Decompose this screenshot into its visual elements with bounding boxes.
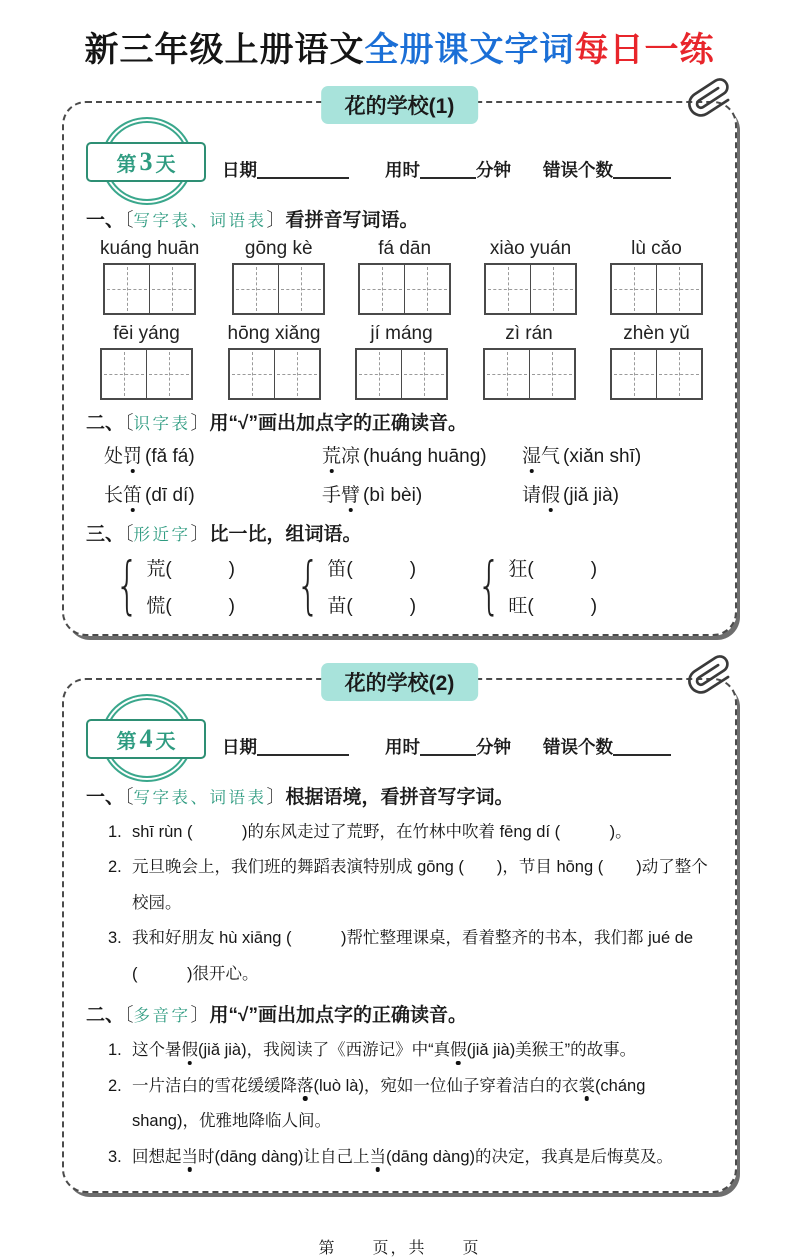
title-part-red: 每日一练	[574, 32, 715, 69]
pinyin-group	[610, 323, 703, 400]
pinyin-options: (huáng huāng)	[363, 446, 487, 467]
pinyin-group	[358, 238, 451, 315]
pinyin-group	[610, 238, 703, 315]
reading-word	[522, 480, 713, 507]
bracket-open: 〔	[124, 1005, 134, 1027]
curly-brace-icon: {	[115, 549, 140, 622]
errors-label: 错误个数	[543, 160, 613, 180]
date-blank	[257, 737, 349, 756]
errors-blank	[613, 737, 671, 756]
bracket-open: 〔	[124, 413, 134, 434]
tianzige-cell	[230, 350, 274, 398]
section-number: 二、	[86, 1005, 125, 1027]
section-tag: 多音字	[133, 1007, 191, 1026]
time-blank	[420, 737, 476, 756]
page-title	[62, 22, 737, 71]
dotted-char: 臂	[341, 485, 361, 506]
word-char: 长	[104, 485, 124, 506]
pinyin-label: gōng kè	[244, 238, 313, 259]
word-char: 凉	[341, 446, 361, 467]
reading-word	[104, 480, 322, 507]
tianzige-cell	[149, 265, 194, 313]
tianzige-cell	[656, 265, 701, 313]
pinyin-label: zhèn yǔ	[623, 323, 690, 344]
sentence-number: 2.	[108, 1076, 122, 1095]
pinyin-label: xiào yuán	[489, 238, 572, 259]
tianzige-grid	[358, 263, 451, 315]
compare-line: 笛( )	[327, 559, 417, 580]
sentence-number: 3.	[108, 929, 122, 948]
dotted-char: 荒	[322, 446, 342, 467]
pinyin-group	[228, 323, 321, 400]
sentence-item	[86, 1033, 713, 1068]
dotted-char: 罚	[123, 446, 143, 467]
bracket-close: 〕	[190, 524, 210, 545]
compare-pair	[291, 549, 417, 622]
section-heading-3	[86, 519, 713, 546]
day-number: 4	[139, 724, 153, 753]
compare-line: 苗( )	[327, 596, 417, 617]
sentence-item	[86, 1069, 713, 1140]
pinyin-options: (jiǎ jià)	[563, 485, 619, 506]
sentence-text: 这个暑	[132, 1041, 182, 1060]
reading-word	[522, 441, 713, 468]
dotted-char: 落	[297, 1076, 314, 1095]
tianzige-grid	[355, 348, 448, 400]
tianzige-cell	[404, 265, 449, 313]
minutes-label: 分钟	[476, 737, 511, 757]
compare-pair	[472, 549, 598, 622]
pinyin-options: (bì bèi)	[363, 485, 423, 506]
tianzige-cell	[274, 350, 319, 398]
bracket-close: 〕	[266, 210, 286, 231]
dotted-char: 裳	[578, 1076, 595, 1095]
pinyin-grid-row-1	[86, 238, 713, 315]
sentence-text: 时(dāng dàng)让自己上	[198, 1147, 370, 1166]
sentence-list-1	[86, 815, 713, 992]
day-number: 3	[139, 147, 153, 176]
pinyin-options: (fǎ fá)	[145, 446, 195, 467]
time-label: 用时	[385, 737, 420, 757]
compare-line: 旺( )	[508, 596, 598, 617]
day-badge-label	[86, 142, 206, 182]
section-instruction: 用“√”画出加点字的正确读音。	[209, 1005, 467, 1027]
sentence-item	[86, 1140, 713, 1175]
date-label: 日期	[222, 737, 257, 757]
sentence-text: 我和好朋友 hù xiāng ( )帮忙整理课桌，看着整齐的书本，我们都 jué de ( )很开心。	[132, 929, 694, 983]
sentence-text: (luò là)，宛如一位仙子穿着洁白的衣	[313, 1076, 579, 1095]
section-tag: 写字表、词语表	[133, 789, 267, 807]
sentence-number: 3.	[108, 1147, 122, 1166]
compare-pair	[110, 549, 236, 622]
day-prefix: 第	[116, 153, 137, 176]
sentence-list-2	[86, 1033, 713, 1175]
day-badge	[88, 117, 206, 209]
tianzige-cell	[612, 350, 656, 398]
pinyin-group	[232, 238, 325, 315]
day-badge-label	[86, 719, 206, 759]
page-footer: 第 页，共 页	[318, 1240, 481, 1258]
reading-word	[104, 441, 322, 468]
title-part-blue: 全册课文字词	[364, 32, 575, 69]
sentence-number: 1.	[108, 823, 122, 841]
word-char: 手	[322, 485, 342, 506]
tianzige-grid	[103, 263, 196, 315]
bracket-open: 〔	[124, 787, 134, 808]
bracket-open: 〔	[124, 210, 134, 231]
tianzige-cell	[612, 265, 656, 313]
sentence-text: shī rùn ( )的东风走过了荒野，在竹林中吹着 fēng dí ( )。	[132, 823, 632, 841]
tianzige-cell	[105, 265, 149, 313]
curly-brace-icon: {	[477, 549, 502, 622]
reading-word	[322, 441, 522, 468]
word-char: 处	[104, 446, 124, 467]
section-instruction: 根据语境，看拼音写字词。	[285, 787, 514, 808]
sentence-item	[86, 921, 713, 992]
section-heading-2	[86, 1000, 713, 1027]
sentence-item	[86, 815, 713, 850]
section-number: 一、	[86, 787, 125, 808]
pinyin-label: zì rán	[505, 323, 553, 344]
tianzige-cell	[360, 265, 404, 313]
pinyin-group	[100, 238, 199, 315]
pinyin-grid-row-2	[86, 323, 713, 400]
pinyin-group	[355, 323, 448, 400]
tianzige-cell	[656, 350, 701, 398]
lesson-title-badge: 花的学校(2)	[321, 663, 479, 701]
section-heading-2	[86, 408, 713, 435]
tianzige-grid	[610, 348, 703, 400]
compare-pair-column	[327, 554, 416, 618]
compare-pair-column	[508, 554, 597, 618]
sentence-text: (cháng shang)，优雅地降临人间。	[132, 1076, 646, 1131]
lesson-title-badge: 花的学校(1)	[321, 86, 479, 124]
card-header	[86, 698, 713, 774]
section-tag: 形近字	[133, 526, 191, 544]
dotted-char: 假	[181, 1041, 198, 1060]
time-label: 用时	[385, 160, 420, 180]
word-char: 气	[541, 446, 561, 467]
sentence-text: 回想起	[132, 1147, 182, 1166]
compare-line: 狂( )	[508, 559, 598, 580]
sentence-item	[86, 850, 713, 921]
pinyin-label: kuáng huān	[100, 238, 200, 259]
tianzige-cell	[530, 265, 575, 313]
tianzige-cell	[146, 350, 191, 398]
pinyin-label: fēi yáng	[113, 323, 180, 344]
worksheet-card-1	[62, 95, 737, 636]
pinyin-group	[484, 238, 577, 315]
day-suffix: 天	[155, 730, 176, 753]
section-number: 三、	[86, 524, 125, 545]
section-number: 二、	[86, 413, 125, 434]
tianzige-cell	[529, 350, 574, 398]
tianzige-cell	[234, 265, 278, 313]
tianzige-grid	[100, 348, 193, 400]
section-instruction: 看拼音写词语。	[285, 210, 419, 231]
tianzige-cell	[278, 265, 323, 313]
pinyin-group	[483, 323, 576, 400]
tianzige-cell	[357, 350, 401, 398]
sentence-text: (dāng dàng)的决定，我真是后悔莫及。	[386, 1147, 673, 1166]
word-char: 请	[522, 485, 542, 506]
section-heading-1	[86, 205, 713, 232]
date-blank	[257, 160, 349, 179]
paperclip-icon	[683, 71, 738, 126]
section-tag: 识字表	[133, 415, 191, 433]
reading-row-2	[104, 480, 713, 507]
dotted-char: 湿	[522, 446, 542, 467]
pinyin-label: jí máng	[370, 323, 433, 344]
date-label: 日期	[222, 160, 257, 180]
pinyin-options: (dī dí)	[145, 485, 195, 506]
compare-line: 慌( )	[146, 596, 236, 617]
dotted-char: 当	[181, 1147, 198, 1166]
errors-blank	[613, 160, 671, 179]
dotted-char: 笛	[123, 485, 143, 506]
sentence-number: 2.	[108, 858, 122, 877]
curly-brace-icon: {	[296, 549, 321, 622]
tianzige-grid	[484, 263, 577, 315]
compare-pairs-row	[110, 549, 713, 622]
day-badge	[88, 694, 206, 786]
paperclip-icon	[683, 648, 738, 703]
dotted-char: 假	[541, 485, 561, 506]
dotted-char: 假	[450, 1041, 467, 1060]
pinyin-options: (xiǎn shī)	[563, 446, 642, 467]
bracket-close: 〕	[190, 1005, 210, 1027]
tianzige-grid	[483, 348, 576, 400]
reading-word	[322, 480, 522, 507]
sentence-number: 1.	[108, 1041, 122, 1060]
section-number: 一、	[86, 210, 125, 231]
section-heading-1	[86, 782, 713, 809]
tianzige-cell	[485, 350, 529, 398]
day-prefix: 第	[116, 730, 137, 753]
errors-label: 错误个数	[543, 737, 613, 757]
section-tag: 写字表、词语表	[133, 212, 267, 230]
sentence-text: 一片洁白的雪花缓缓降	[132, 1076, 297, 1095]
day-suffix: 天	[155, 153, 176, 176]
pinyin-label: hōng xiǎng	[227, 323, 321, 344]
pinyin-group	[100, 323, 193, 400]
worksheet-card-2	[62, 672, 737, 1193]
compare-line: 荒( )	[146, 559, 236, 580]
tianzige-cell	[102, 350, 146, 398]
tianzige-cell	[401, 350, 446, 398]
compare-pair-column	[146, 554, 235, 618]
bracket-open: 〔	[124, 524, 134, 545]
tianzige-grid	[232, 263, 325, 315]
card-header	[86, 121, 713, 197]
title-part-black: 新三年级上册语文	[84, 32, 365, 69]
pinyin-label: lù cǎo	[631, 238, 682, 259]
pinyin-label: fá dān	[378, 238, 432, 259]
section-instruction: 比一比，组词语。	[209, 524, 362, 545]
section-instruction: 用“√”画出加点字的正确读音。	[209, 413, 467, 434]
sentence-text: (jiǎ jià)美猴王”的故事。	[466, 1041, 637, 1060]
tianzige-grid	[610, 263, 703, 315]
minutes-label: 分钟	[476, 160, 511, 180]
sentence-text: (jiǎ jià)，我阅读了《西游记》中“真	[198, 1041, 451, 1060]
tianzige-cell	[486, 265, 530, 313]
bracket-close: 〕	[190, 413, 210, 434]
reading-row-1	[104, 441, 713, 468]
time-blank	[420, 160, 476, 179]
bracket-close: 〕	[266, 787, 286, 808]
tianzige-grid	[228, 348, 321, 400]
sentence-text: 元旦晚会上，我们班的舞蹈表演特别成 gōng ( )，节目 hōng ( )动了整个校园。	[132, 858, 708, 912]
dotted-char: 当	[369, 1147, 386, 1166]
